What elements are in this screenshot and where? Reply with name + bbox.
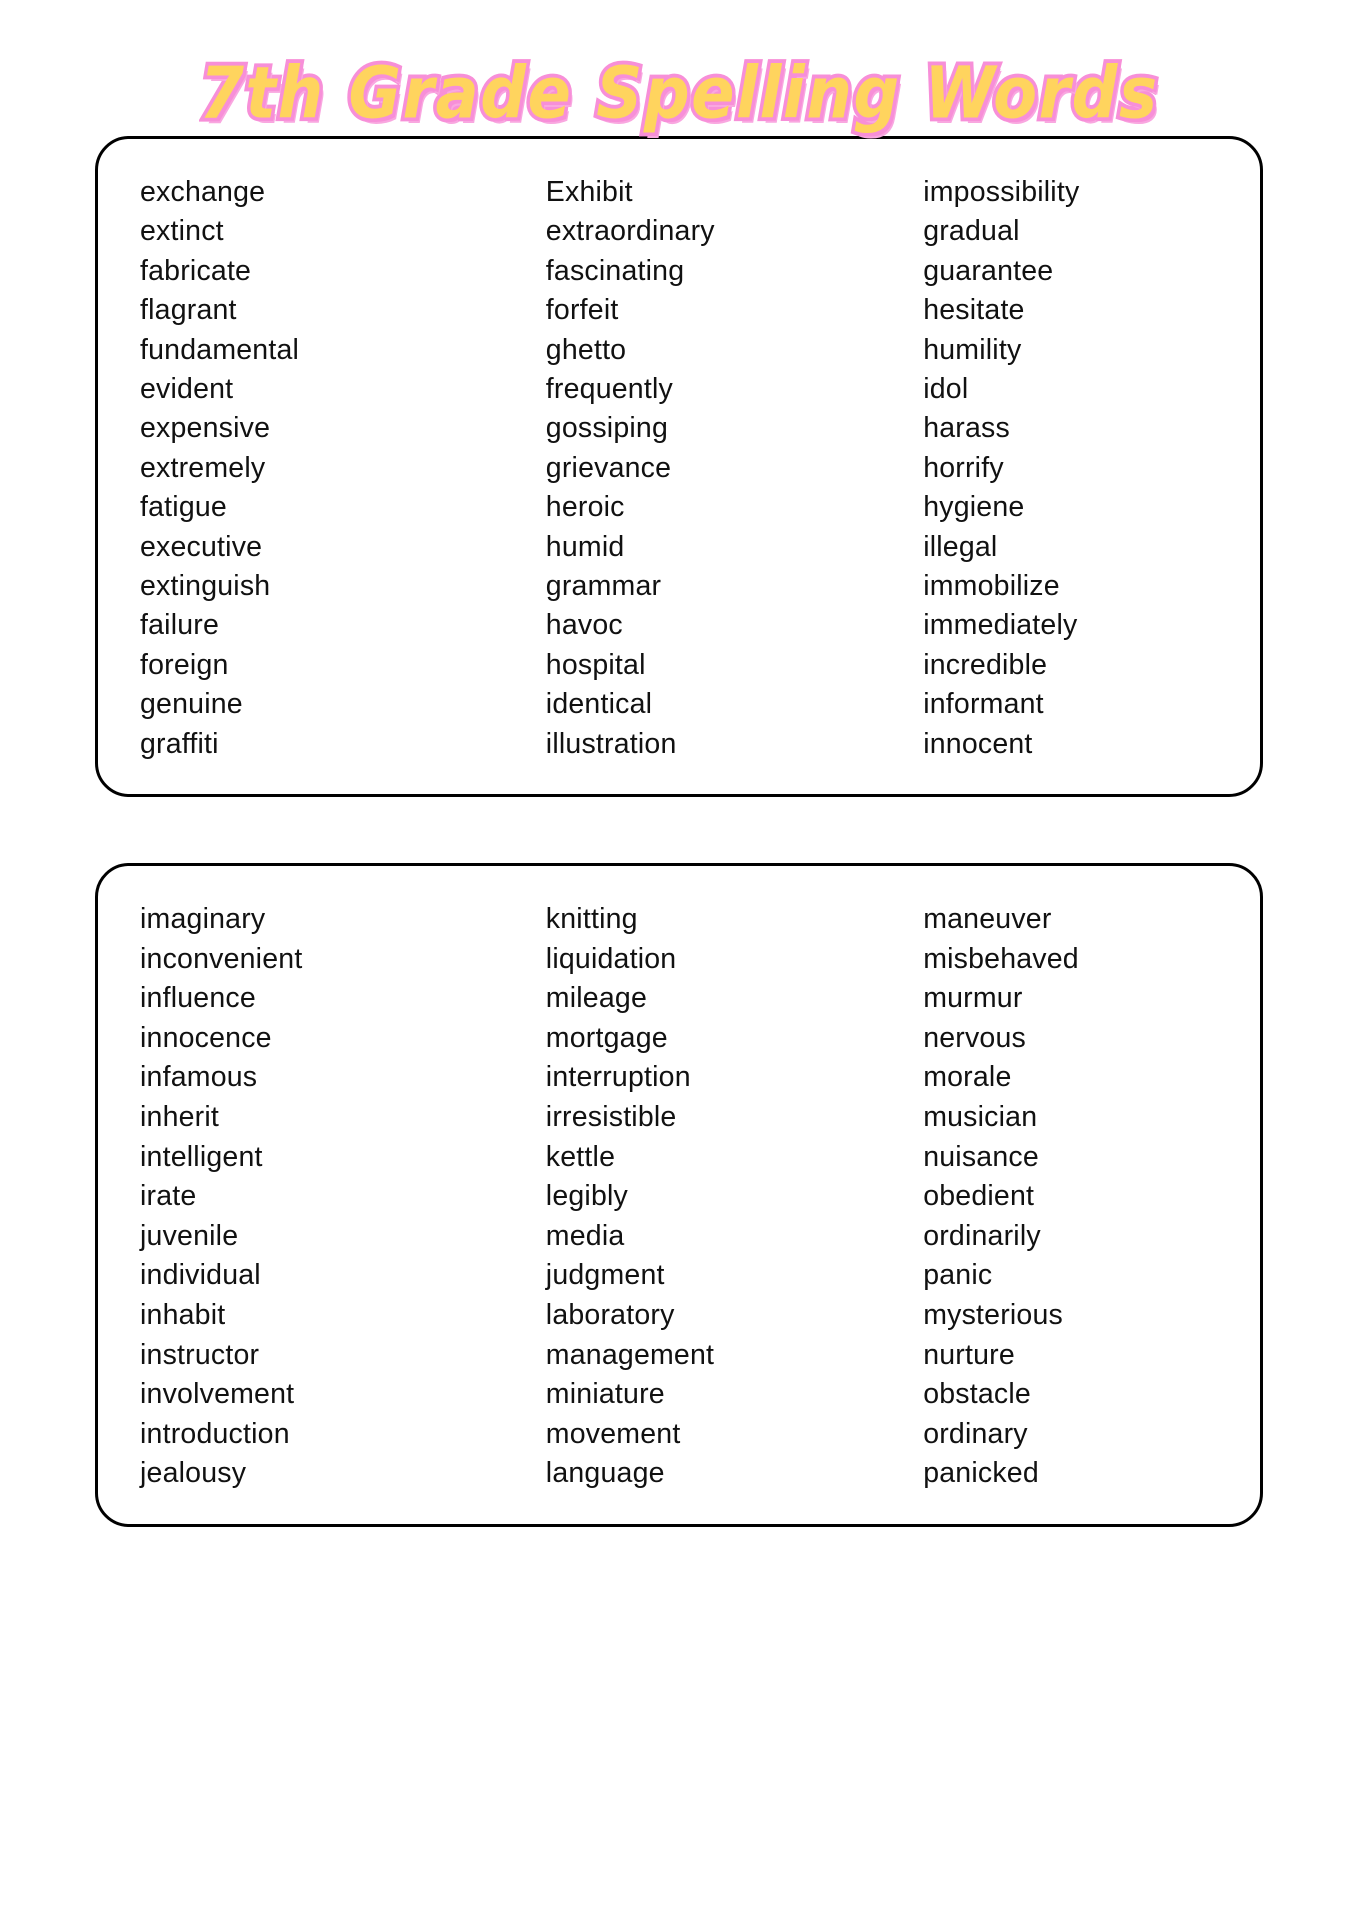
spelling-word: fundamental: [140, 333, 300, 366]
word-column-2: [546, 173, 923, 764]
spelling-word: miniature: [545, 1378, 665, 1411]
word-column-3: [923, 173, 1234, 764]
spelling-word: knitting: [545, 903, 638, 936]
spelling-word: frequently: [545, 373, 673, 406]
spelling-word: ordinary: [923, 1417, 1028, 1450]
spelling-word: fatigue: [140, 491, 227, 524]
spelling-word: nuisance: [923, 1140, 1039, 1173]
spelling-word: grievance: [545, 451, 672, 484]
spelling-word: irate: [140, 1180, 197, 1213]
spelling-word: flagrant: [140, 294, 237, 327]
spelling-word: liquidation: [545, 942, 677, 975]
spelling-word: innocent: [923, 727, 1033, 760]
spelling-word: fabricate: [140, 254, 252, 287]
spelling-word: immediately: [923, 609, 1078, 642]
spelling-word: forfeit: [545, 294, 619, 327]
spelling-word: kettle: [545, 1140, 616, 1173]
word-box-list: [0, 136, 1358, 1527]
spelling-word: fascinating: [545, 254, 685, 287]
spelling-word: juvenile: [140, 1219, 239, 1252]
spelling-word: heroic: [545, 491, 625, 524]
spelling-word: inconvenient: [140, 942, 303, 975]
word-column-3: [923, 900, 1234, 1494]
spelling-word: nurture: [923, 1338, 1015, 1371]
spelling-word: extraordinary: [545, 215, 715, 248]
spelling-word: media: [545, 1219, 625, 1252]
spelling-word: panicked: [923, 1457, 1039, 1490]
spelling-word-box-2: [95, 863, 1263, 1527]
spelling-word: extremely: [140, 451, 266, 484]
spelling-word: expensive: [140, 412, 271, 445]
word-column-2: [546, 900, 923, 1494]
page-title: 7th Grade Spelling Words: [199, 52, 1159, 136]
spelling-word: movement: [545, 1417, 681, 1450]
spelling-word: infamous: [140, 1061, 258, 1094]
spelling-word: obedient: [923, 1180, 1035, 1213]
spelling-word: misbehaved: [923, 942, 1079, 975]
spelling-word: influence: [140, 982, 256, 1015]
spelling-word: foreign: [140, 648, 229, 681]
spelling-word: hospital: [545, 648, 646, 681]
spelling-word: intelligent: [140, 1140, 263, 1173]
spelling-word: identical: [545, 688, 653, 721]
word-columns: [124, 173, 1234, 764]
spelling-word: laboratory: [545, 1299, 675, 1332]
spelling-word: havoc: [545, 609, 623, 642]
spelling-word: immobilize: [923, 570, 1060, 603]
spelling-word: individual: [140, 1259, 261, 1292]
spelling-word: exchange: [140, 176, 266, 208]
spelling-word: jealousy: [140, 1457, 247, 1490]
spelling-word: gradual: [923, 215, 1020, 248]
spelling-word: language: [545, 1457, 665, 1490]
spelling-word: gossiping: [545, 412, 669, 445]
spelling-word: mysterious: [923, 1299, 1063, 1332]
spelling-word: incredible: [923, 648, 1048, 681]
spelling-word: illustration: [545, 727, 677, 760]
spelling-word: illegal: [923, 530, 998, 563]
spelling-word: maneuver: [923, 903, 1052, 936]
spelling-word: extinguish: [140, 570, 271, 603]
spelling-word: interruption: [545, 1061, 691, 1094]
spelling-word: informant: [923, 688, 1044, 721]
spelling-word: instructor: [140, 1338, 260, 1371]
spelling-word: extinct: [140, 215, 224, 248]
spelling-word: innocence: [140, 1021, 272, 1054]
spelling-word: involvement: [140, 1378, 295, 1411]
spelling-word: humid: [545, 530, 625, 563]
spelling-word: Exhibit: [545, 176, 633, 208]
spelling-word: impossibility: [923, 176, 1080, 208]
spelling-word: nervous: [923, 1021, 1026, 1054]
spelling-word: harass: [923, 412, 1010, 445]
spelling-word: legibly: [545, 1180, 628, 1213]
spelling-word: idol: [923, 373, 969, 406]
spelling-word: mileage: [545, 982, 648, 1015]
spelling-word: failure: [140, 609, 220, 642]
word-columns: [124, 900, 1234, 1494]
spelling-word: judgment: [545, 1259, 665, 1292]
spelling-word-box-1: [95, 136, 1263, 797]
spelling-word: imaginary: [140, 903, 266, 936]
spelling-word: executive: [140, 530, 263, 563]
spelling-word: evident: [140, 373, 234, 406]
word-column-1: [124, 900, 546, 1494]
spelling-word: panic: [923, 1259, 993, 1292]
word-column-1: [124, 173, 546, 764]
spelling-word: grammar: [545, 570, 662, 603]
spelling-word: ordinarily: [923, 1219, 1041, 1252]
spelling-word: obstacle: [923, 1378, 1031, 1411]
spelling-word: mortgage: [545, 1021, 668, 1054]
spelling-word: hygiene: [923, 491, 1025, 524]
spelling-word: musician: [923, 1101, 1038, 1134]
spelling-word: inherit: [140, 1101, 220, 1134]
spelling-word: ghetto: [545, 333, 627, 366]
spelling-word: morale: [923, 1061, 1012, 1094]
spelling-word: guarantee: [923, 254, 1054, 287]
page-title-container: [0, 0, 1358, 136]
spelling-word: introduction: [140, 1417, 290, 1450]
spelling-word: inhabit: [140, 1299, 226, 1332]
spelling-word: genuine: [140, 688, 243, 721]
spelling-word: horrify: [923, 451, 1004, 484]
spelling-word: murmur: [923, 982, 1023, 1015]
spelling-word: humility: [923, 333, 1022, 366]
spelling-word: management: [545, 1338, 715, 1371]
spelling-word: graffiti: [140, 727, 219, 760]
spelling-word: irresistible: [545, 1101, 677, 1134]
spelling-word: hesitate: [923, 294, 1025, 327]
